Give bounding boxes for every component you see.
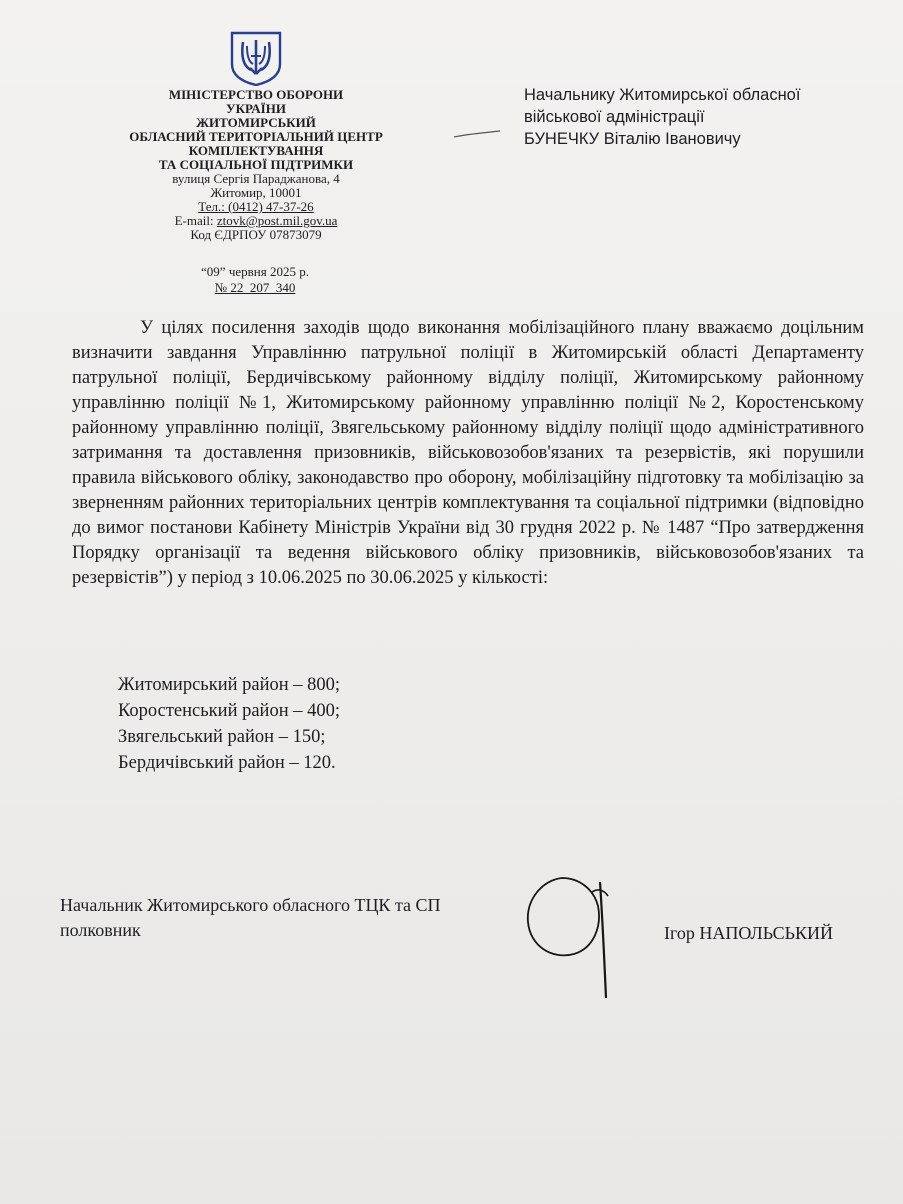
street-address: вулиця Сергія Параджанова, 4 — [172, 171, 340, 186]
center-name-line3: КОМПЛЕКТУВАННЯ — [188, 143, 324, 158]
list-item: Звягельський район – 150; — [118, 727, 326, 747]
city-address: Житомир, 10001 — [210, 185, 302, 200]
signatory-position: Начальник Житомирського обласного ТЦК та СП — [60, 895, 441, 915]
date-number-block — [150, 264, 360, 296]
addressee-line1: Начальнику Житомирської обласної — [524, 86, 801, 104]
email-line — [110, 214, 402, 228]
body-paragraph: У цілях посилення заходів щодо виконання мобілізаційного плану вважаємо доцільним визначити завдання Управлінню патрульної поліції в Житомирській області Департаменту патрульної поліції, Бердичівському районному відділу поліції, Житомирському районному управлінню поліції №1, Житомирському районному управлінню поліції №2, Коростенському районному управлінню поліції, Звягельському районному відділу поліції щодо адміністративного затримання та доставлення призовників, військовозобов'язаних та резервістів, які порушили правила військового обліку, законодавство про оборону, мобілізаційну підготовку та мобілізацію за зверненням районних територіальних центрів комплектування та соціальної підтримки (відповідно до вимог постанови Кабінету Міністрів України від 30 грудня 2022 р. № 1487 “Про затвердження Порядку організації та ведення військового обліку призовників, військовозобов'язаних та резервістів”) у період з 10.06.2025 по 30.06.2025 у кількості: — [72, 318, 864, 588]
signatory-rank: полковник — [60, 920, 141, 940]
district-quota-list — [118, 672, 518, 776]
list-item: Коростенський район – 400; — [118, 701, 340, 721]
list-item: Житомирський район – 800; — [118, 675, 341, 695]
signatory-title — [60, 893, 580, 943]
edrpou-code: Код ЄДРПОУ 07873079 — [190, 227, 322, 242]
email-label: E-mail: — [174, 213, 217, 228]
phone-number: Тел.: (0412) 47-37-26 — [198, 199, 314, 214]
pen-stroke-mark — [452, 128, 502, 140]
center-name-line2: ОБЛАСНИЙ ТЕРИТОРІАЛЬНИЙ ЦЕНТР — [129, 129, 383, 144]
ministry-name-line2: УКРАЇНИ — [226, 101, 286, 116]
list-item: Бердичівський район – 120. — [118, 753, 336, 773]
coat-of-arms-emblem-icon — [229, 30, 283, 86]
center-name-line1: ЖИТОМИРСЬКИЙ — [196, 115, 316, 130]
ministry-name-line1: МІНІСТЕРСТВО ОБОРОНИ — [168, 87, 344, 102]
signatory-name: Ігор НАПОЛЬСЬКИЙ — [664, 923, 833, 943]
document-date: “09” червня 2025 р. — [201, 264, 309, 279]
addressee-line3: БУНЕЧКУ Віталію Івановичу — [524, 130, 741, 148]
addressee-block — [524, 84, 884, 150]
handwritten-signature — [518, 872, 622, 1004]
center-name-line4: ТА СОЦІАЛЬНОЇ ПІДТРИМКИ — [158, 157, 354, 172]
email-address: ztovk@post.mil.gov.ua — [216, 213, 338, 228]
issuer-block — [110, 88, 402, 242]
document-number: № 22_207_340 — [214, 280, 296, 295]
addressee-line2: військової адміністрації — [524, 108, 705, 126]
